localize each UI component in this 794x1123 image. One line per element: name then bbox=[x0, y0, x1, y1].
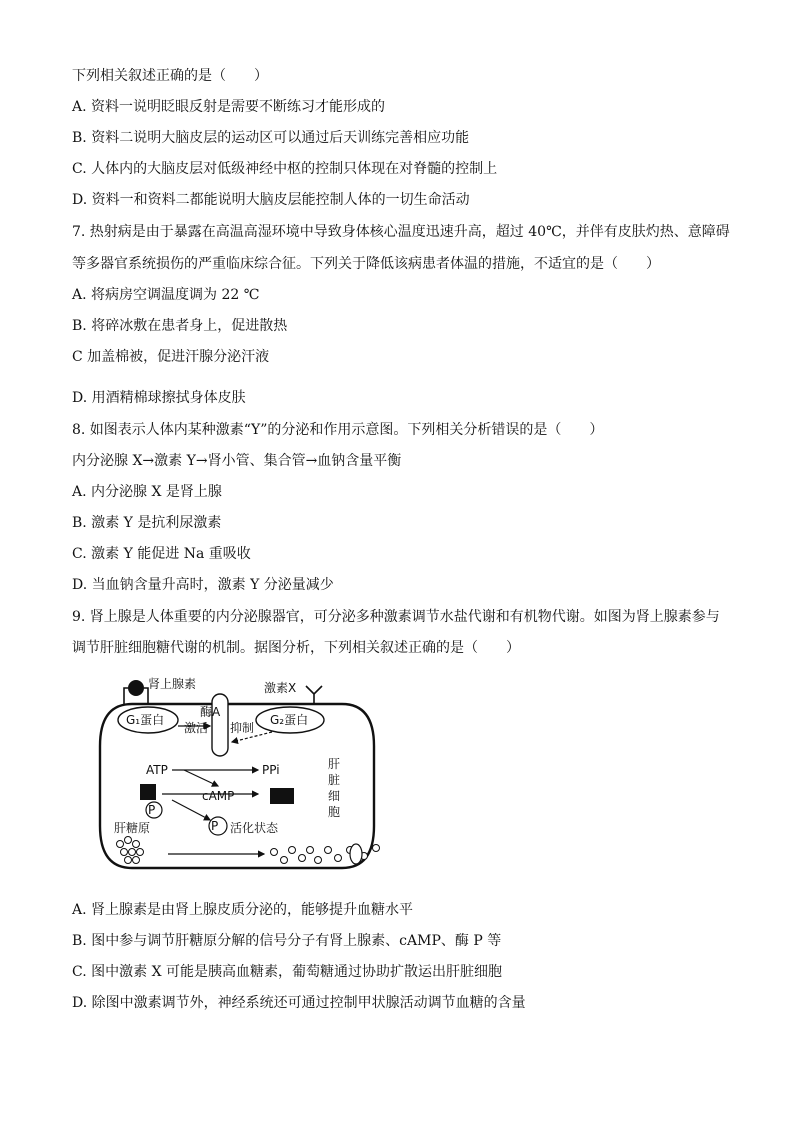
q7-option-d: D. 用酒精棉球擦拭身体皮肤 bbox=[72, 390, 246, 406]
inhibit-label: 抑制 bbox=[230, 721, 255, 735]
camp-target bbox=[270, 788, 294, 804]
enzyme-p-inactive bbox=[140, 784, 156, 800]
q6-option-d: D. 资料一和资料二都能说明大脑皮层能控制人体的一切生命活动 bbox=[72, 192, 470, 208]
hormone-x-receptor bbox=[306, 686, 322, 704]
q8-option-b: B. 激素 Y 是抗利尿激素 bbox=[72, 515, 222, 531]
glycogen-granules bbox=[117, 837, 144, 864]
q9-stem-line1: 9. 肾上腺是人体重要的内分泌腺器官，可分泌多种激素调节水盐代谢和有机物代谢。如图为肾上腺素参与 bbox=[72, 609, 720, 625]
ppi-label: PPi bbox=[262, 763, 280, 777]
q9-option-a: A. 肾上腺素是由肾上腺皮质分泌的，能够提升血糖水平 bbox=[72, 902, 414, 918]
liver-cell-label-1: 肝 bbox=[328, 757, 341, 771]
q6-option-b: B. 资料二说明大脑皮层的运动区可以通过后天训练完善相应功能 bbox=[72, 130, 470, 146]
q7-option-a: A. 将病房空调温度调为 22 ℃ bbox=[72, 287, 260, 303]
q7-option-b: B. 将碎冰敷在患者身上，促进散热 bbox=[72, 318, 288, 334]
glucose-transporter bbox=[350, 844, 362, 864]
adrenaline-molecule bbox=[128, 680, 144, 696]
activate-label: 激活 bbox=[184, 721, 209, 735]
enzyme-a bbox=[212, 694, 228, 756]
camp-label: cAMP bbox=[202, 789, 235, 803]
q9-stem-line2: 调节肝脏细胞糖代谢的机制。据图分析，下列相关叙述正确的是（ ） bbox=[72, 640, 520, 656]
q6-option-a: A. 资料一说明眨眼反射是需要不断练习才能形成的 bbox=[72, 99, 386, 115]
q8-stem: 8. 如图表示人体内某种激素“Y”的分泌和作用示意图。下列相关分析错误的是（ ） bbox=[72, 422, 604, 438]
adrenaline-label: 肾上腺素 bbox=[148, 677, 197, 691]
g2-protein-label: G₂蛋白 bbox=[270, 713, 309, 727]
q9-option-b: B. 图中参与调节肝糖原分解的信号分子有肾上腺素、cAMP、酶 P 等 bbox=[72, 933, 502, 949]
q6-stem: 下列相关叙述正确的是（ ） bbox=[72, 68, 268, 84]
g1-protein-label: G₁蛋白 bbox=[126, 713, 165, 727]
q8-flow: 内分泌腺 X→激素 Y→肾小管、集合管→血钠含量平衡 bbox=[72, 453, 402, 469]
enzyme-a-label: 酶A bbox=[200, 705, 221, 719]
liver-cell-label-3: 细 bbox=[328, 789, 341, 803]
q8-option-a: A. 内分泌腺 X 是肾上腺 bbox=[72, 484, 222, 500]
q7-stem-line1: 7. 热射病是由于暴露在高温高湿环境中导致身体核心温度迅速升高，超过 40℃，并伴有皮肤灼热、意障碍 bbox=[72, 224, 730, 240]
q8-option-d: D. 当血钠含量升高时，激素 Y 分泌量减少 bbox=[72, 577, 334, 593]
q9-option-c: C. 图中激素 X 可能是胰高血糖素，葡萄糖通过协助扩散运出肝脏细胞 bbox=[72, 964, 502, 980]
liver-cell-diagram bbox=[92, 676, 382, 876]
liver-cell-label-4: 胞 bbox=[328, 805, 341, 819]
q9-option-d: D. 除图中激素调节外，神经系统还可通过控制甲状腺活动调节血糖的含量 bbox=[72, 995, 526, 1011]
enzyme-p-active-label: P bbox=[211, 819, 219, 833]
hormone-x-label: 激素X bbox=[264, 681, 297, 695]
q7-option-c: C 加盖棉被，促进汗腺分泌汗液 bbox=[72, 349, 270, 365]
enzyme-p-inactive-label: P bbox=[148, 803, 156, 817]
liver-cell-label-2: 脏 bbox=[328, 773, 341, 787]
q6-option-c: C. 人体内的大脑皮层对低级神经中枢的控制只体现在对脊髓的控制上 bbox=[72, 161, 498, 177]
active-state-label: 活化状态 bbox=[230, 821, 279, 835]
atp-label: ATP bbox=[146, 763, 168, 777]
glycogen-label: 肝糖原 bbox=[114, 821, 151, 835]
q7-stem-line2: 等多器官系统损伤的严重临床综合征。下列关于降低该病患者体温的措施，不适宜的是（ ） bbox=[72, 256, 660, 272]
q8-option-c: C. 激素 Y 能促进 Na 重吸收 bbox=[72, 546, 251, 562]
